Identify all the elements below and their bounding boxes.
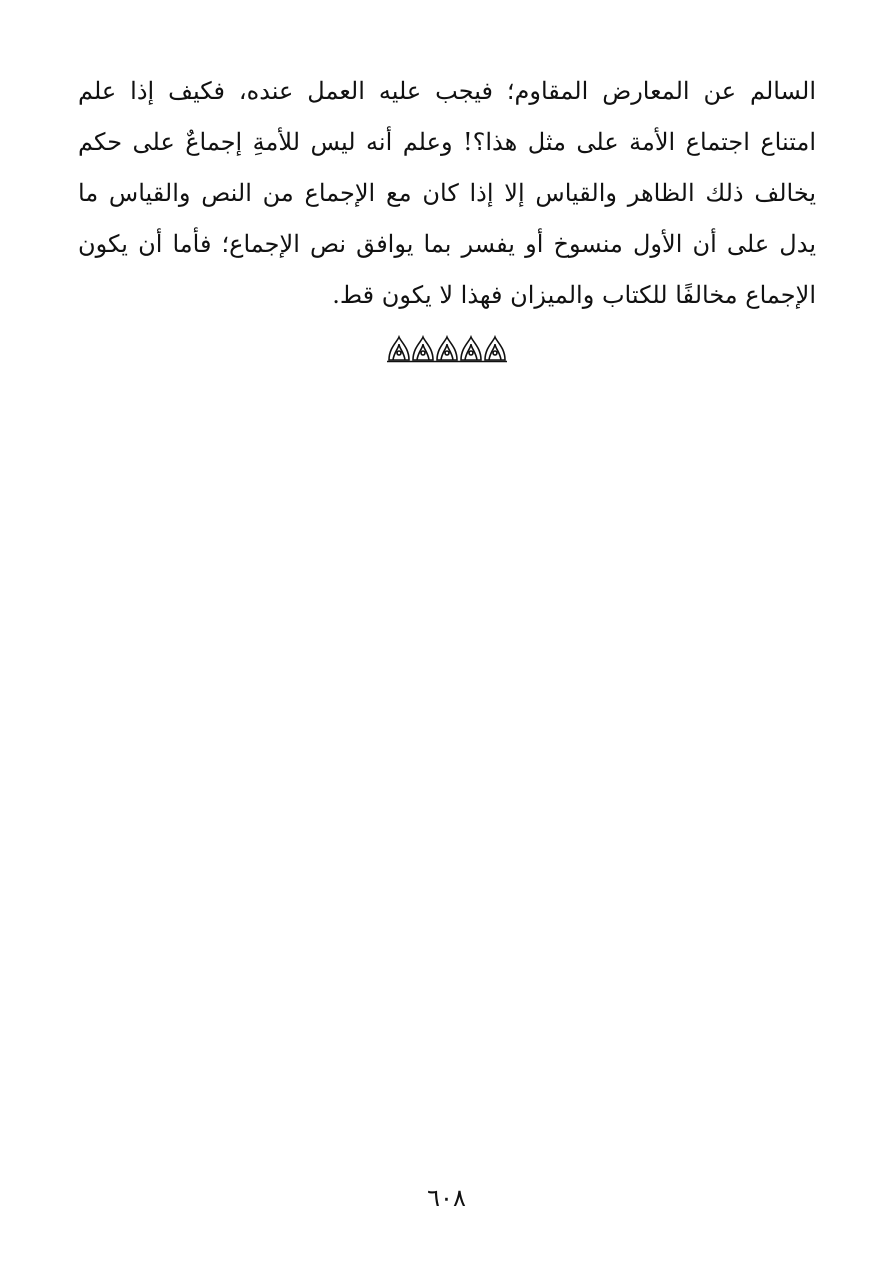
text-line-4: يدل على أن الأول منسوخ أو يفسر بما يوافق نص الإجماع؛ فأما أن يكون [78, 230, 816, 258]
section-divider-ornament-icon [385, 334, 509, 364]
text-line-2: امتناع اجتماع الأمة على مثل هذا؟! وعلم أنه ليس للأمةِ إجماعٌ على حكم [78, 128, 816, 156]
text-line-1: السالم عن المعارض المقاوم؛ فيجب عليه العمل عنده، فكيف إذا علم [78, 77, 816, 105]
text-line-3: يخالف ذلك الظاهر والقياس إلا إذا كان مع الإجماع من النص والقياس ما [78, 179, 816, 207]
page-number: ٦٠٨ [427, 1184, 466, 1212]
text-line-5: الإجماع مخالفًا للكتاب والميزان فهذا لا يكون قط. [332, 281, 816, 309]
body-text [78, 66, 816, 321]
